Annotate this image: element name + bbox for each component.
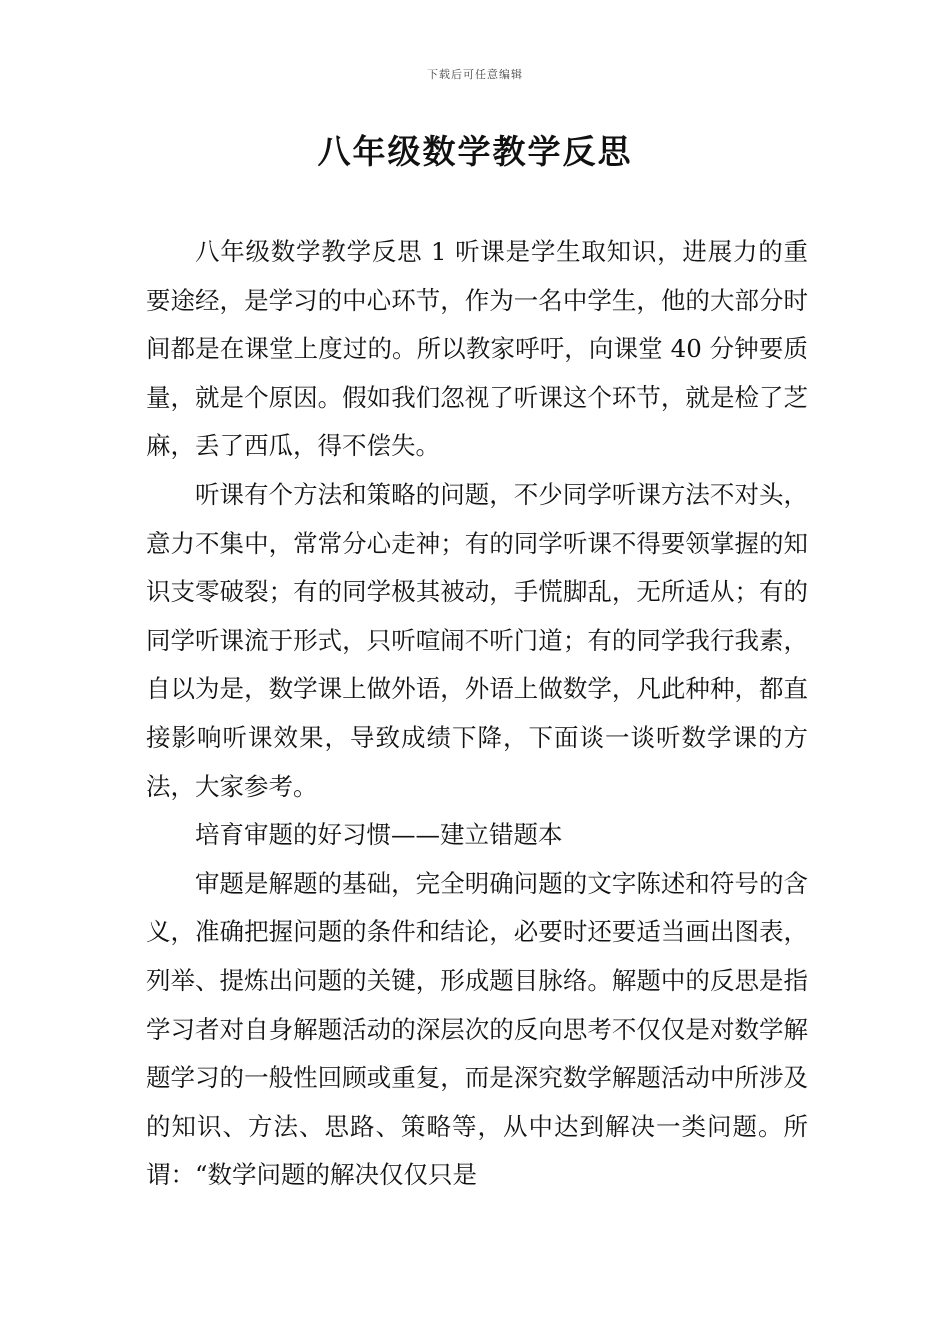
- paragraph-1: 八年级数学教学反思 1 听课是学生取知识，进展力的重要途经，是学习的中心环节，作为一名中学生，他的大部分时间都是在课堂上度过的。所以教家呼吁，向课堂 40 分钟要质量，就是个原因。假如我们忽视了听课这个环节，就是检了芝麻，丢了西瓜，得不偿失。: [146, 237, 808, 461]
- document-body: [146, 228, 808, 1200]
- paragraph-3: 审题是解题的基础，完全明确问题的文字陈述和符号的含义，准确把握问题的条件和结论，必要时还要适当画出图表，列举、提炼出问题的关键，形成题目脉络。解题中的反思是指学习者对自身解题活动的深层次的反向思考不仅仅是对数学解题学习的一般性回顾或重复，而是深究数学解题活动中所涉及的知识、方法、思路、策略等，从中达到解决一类问题。所谓：“数学问题的解决仅仅只是: [146, 868, 808, 1190]
- header-note: 下载后可任意编辑: [427, 68, 523, 81]
- paragraph-2: 听课有个方法和策略的问题，不少同学听课方法不对头，意力不集中，常常分心走神；有的同学听课不得要领掌握的知识支零破裂；有的同学极其被动，手慌脚乱，无所适从；有的同学听课流于形式，只听喧闹不听门道；有的同学我行我素，自以为是，数学课上做外语，外语上做数学，凡此种种，都直接影响听课效果，导致成绩下降，下面谈一谈听数学课的方法，大家参考。: [146, 479, 808, 801]
- document-title: 八年级数学教学反思: [317, 132, 633, 171]
- section-heading: 培育审题的好习惯——建立错题本: [195, 820, 563, 850]
